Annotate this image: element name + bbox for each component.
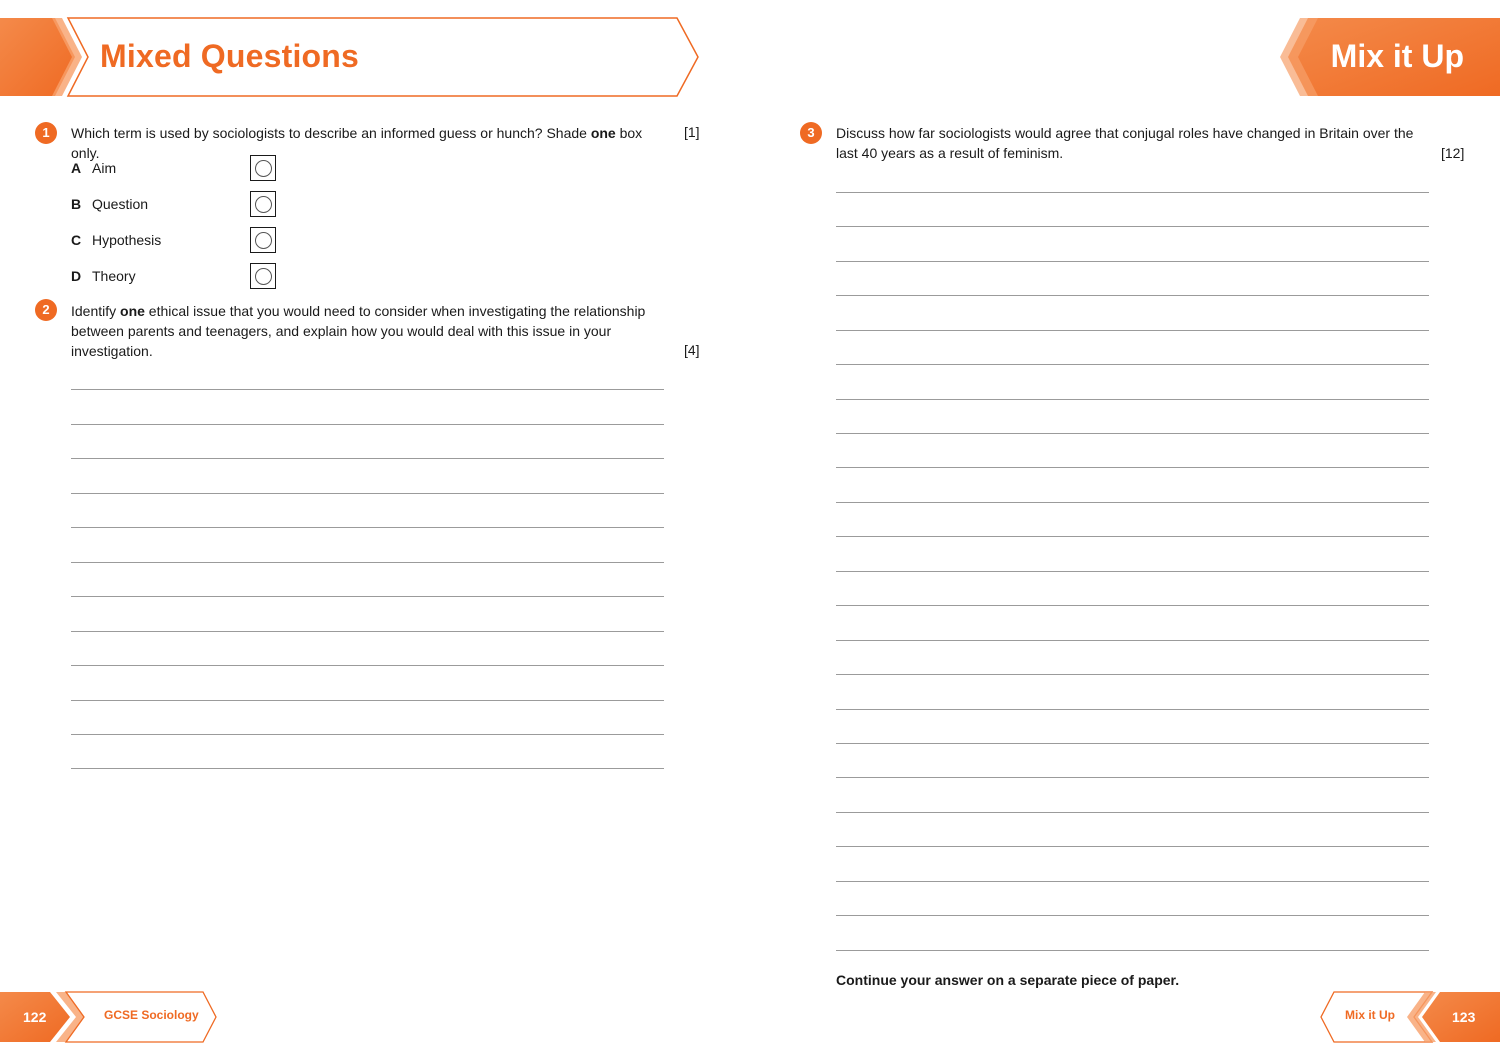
answer-line <box>71 562 664 563</box>
footer-book-title: GCSE Sociology <box>104 1008 199 1022</box>
answer-line <box>71 700 664 701</box>
page-number-left: 122 <box>23 1009 47 1025</box>
answer-line <box>836 433 1429 434</box>
answer-line <box>836 192 1429 193</box>
answer-line <box>836 467 1429 468</box>
circle-icon <box>255 232 272 249</box>
answer-line <box>836 674 1429 675</box>
answer-line <box>836 330 1429 331</box>
answer-line <box>836 846 1429 847</box>
footer-section-title: Mix it Up <box>1345 1008 1395 1022</box>
option-b-letter: B <box>71 196 82 212</box>
continue-note: Continue your answer on a separate piece of paper. <box>836 972 1180 988</box>
page-title: Mixed Questions <box>100 38 360 74</box>
answer-line <box>836 605 1429 606</box>
option-c-label: Hypothesis <box>92 232 162 248</box>
answer-line <box>836 777 1429 778</box>
footer-banners <box>0 990 1500 1044</box>
question-2-text: Identify one ethical issue that you would need to consider when investigating the relationship between parents and teenagers, and explain how you would deal with this issue in your investigation. <box>71 303 646 359</box>
question-1-text: Which term is used by sociologists to describe an informed guess or hunch? Shade one box only. <box>71 125 643 161</box>
answer-line <box>836 640 1429 641</box>
answer-line <box>71 493 664 494</box>
option-a-label: Aim <box>92 160 117 176</box>
section-title: Mix it Up <box>1330 38 1464 74</box>
question-1-marks: [1] <box>684 124 700 140</box>
answer-line <box>836 950 1429 951</box>
answer-line <box>71 596 664 597</box>
question-3-text: Discuss how far sociologists would agree that conjugal roles have changed in Britain over the last 40 years as a result of feminism. <box>836 125 1414 161</box>
answer-line <box>71 389 664 390</box>
answer-line <box>836 399 1429 400</box>
answer-line <box>836 571 1429 572</box>
answer-line <box>71 768 664 769</box>
option-b-label: Question <box>92 196 149 212</box>
answer-line <box>71 665 664 666</box>
question-number-badge: 2 <box>35 299 57 321</box>
option-b-checkbox[interactable] <box>250 191 276 217</box>
option-a-letter: A <box>71 160 82 176</box>
answer-line <box>71 631 664 632</box>
answer-line <box>836 261 1429 262</box>
option-d-letter: D <box>71 268 82 284</box>
option-d-label: Theory <box>92 268 136 284</box>
page-number-right: 123 <box>1452 1009 1476 1025</box>
circle-icon <box>255 268 272 285</box>
answer-line <box>71 458 664 459</box>
answer-line <box>71 734 664 735</box>
answer-line <box>71 424 664 425</box>
answer-line <box>71 527 664 528</box>
answer-line <box>836 709 1429 710</box>
answer-line <box>836 226 1429 227</box>
answer-line <box>836 364 1429 365</box>
answer-line <box>836 812 1429 813</box>
option-a-checkbox[interactable] <box>250 155 276 181</box>
option-c-letter: C <box>71 232 82 248</box>
question-number-badge: 3 <box>800 122 822 144</box>
circle-icon <box>255 196 272 213</box>
answer-line <box>836 915 1429 916</box>
option-d-checkbox[interactable] <box>250 263 276 289</box>
circle-icon <box>255 160 272 177</box>
answer-line <box>836 743 1429 744</box>
answer-line <box>836 502 1429 503</box>
question-2-marks: [4] <box>684 342 700 358</box>
question-3-marks: [12] <box>1441 145 1465 161</box>
answer-line <box>836 536 1429 537</box>
answer-line <box>836 881 1429 882</box>
answer-line <box>836 295 1429 296</box>
option-c-checkbox[interactable] <box>250 227 276 253</box>
question-number-badge: 1 <box>35 122 57 144</box>
